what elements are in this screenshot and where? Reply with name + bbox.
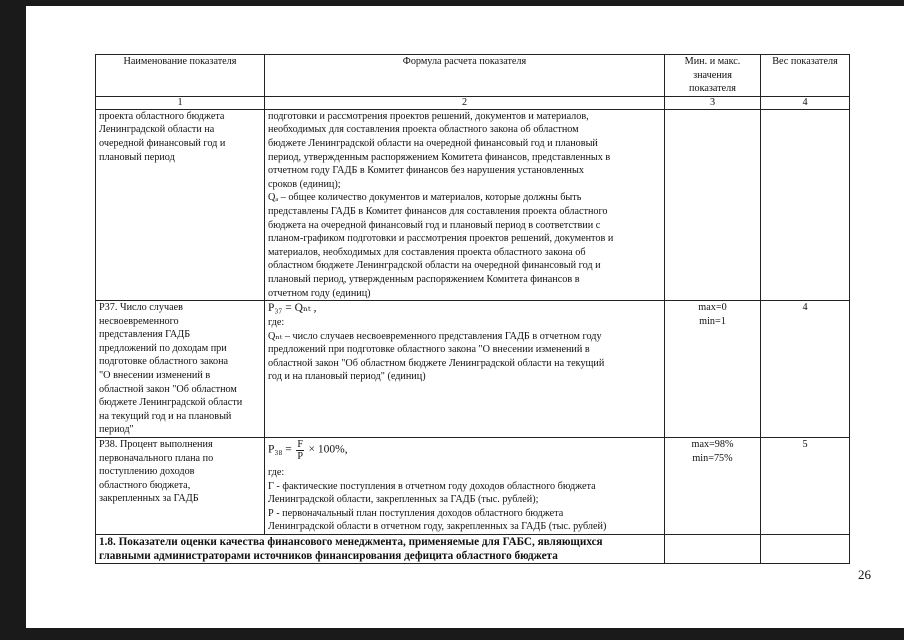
scan-border-top: [0, 0, 904, 6]
column-number-row: [96, 96, 850, 109]
indicator-name-cell: проекта областного бюджета Ленинградской области на очередной финансовый год и плановый период: [96, 109, 265, 300]
column-number: 1: [96, 96, 265, 109]
minmax-cell: max=0 min=1: [665, 301, 761, 438]
table-row-p38: [96, 438, 850, 535]
table-header-row: [96, 55, 850, 97]
column-number: 3: [665, 96, 761, 109]
formula-cell: P₃₈ = $\frac{F}{P}$ × 100%, где: Г - фактические поступления в отчетном году доходов областного бюджета Ленинградской области, закрепленных за ГАДБ (тыс. рублей); Р - первоначальный план поступления доходов областного бюджета Ленинградской области в отчетном году, закрепленных за ГАДБ (тыс. рублей): [265, 438, 665, 535]
header-weight: Вес показателя: [761, 55, 850, 97]
page-number: 26: [858, 567, 871, 582]
scan-border-left: [0, 0, 26, 640]
formula-p37: P₃₇ = Qₙₜ ,: [268, 302, 317, 315]
section-title: 1.8. Показатели оценки качества финансового менеджмента, применяемые для ГАБС, являющихся главными администраторами источников финансирования дефицита областного бюджета: [96, 535, 665, 564]
weight-cell: 5: [761, 438, 850, 535]
header-formula: Формула расчета показателя: [265, 55, 665, 97]
formula-cell: подготовки и рассмотрения проектов решений, документов и материалов, необходимых для составления проекта областного закона об областном бюджете Ленинградской области на очередной финансовый год и плановый период, утвержденным распоряжением Комитета финансов, представленных в отчетном году ГАДБ в Комитет финансов без нарушения установленных сроков (единиц); Qₐ – общее количество документов и материалов, которые должны быть представлены ГАДБ в Комитет финансов для составления проекта областного бюджета на очередной финансовый год и плановый период в соответствии с планом-графиком подготовки и рассмотрения проектов решений, документов и материалов, необходимых для составления проекта областного закона об областном бюджете Ленинградской области на очередной финансовый год и плановый период, утвержденным распоряжением Комитета финансов в отчетном году (единиц): [265, 109, 665, 300]
section-minmax-cell: [665, 535, 761, 564]
header-minmax: Мин. и макс. значения показателя: [665, 55, 761, 97]
fraction: $\frac{F}{P}$: [297, 439, 303, 463]
indicator-name-cell: P38. Процент выполнения первоначального плана по поступлению доходов областного бюджета, закрепленных за ГАДБ: [96, 438, 265, 535]
header-name: Наименование показателя: [96, 55, 265, 97]
weight-cell: 4: [761, 301, 850, 438]
indicator-name-cell: P37. Число случаев несвоевременного представления ГАДБ предложений по доходам при подготовке областного закона "О внесении изменений в областной закон "Об областном бюджете Ленинградской области на текущий год и на плановый период": [96, 301, 265, 438]
column-number: 4: [761, 96, 850, 109]
column-number: 2: [265, 96, 665, 109]
indicators-table: [95, 54, 850, 564]
table-row-p37: [96, 301, 850, 438]
formula-p38: P₃₈ = $\frac{F}{P}$ × 100%,: [268, 439, 348, 463]
section-weight-cell: [761, 535, 850, 564]
minmax-cell: max=98% min=75%: [665, 438, 761, 535]
minmax-cell: [665, 109, 761, 300]
formula-cell: P₃₇ = Qₙₜ , где: Qₙₜ – число случаев несвоевременного представления ГАДБ в отчетном году предложений при подготовке областного закона "О внесении изменений в областной закон "Об областном бюджете Ленинградской области на текущий год и на плановый период" (единиц): [265, 301, 665, 438]
scan-border-bottom: [0, 628, 904, 640]
section-header-row: [96, 535, 850, 564]
table-row-p36-continued: [96, 109, 850, 300]
weight-cell: [761, 109, 850, 300]
